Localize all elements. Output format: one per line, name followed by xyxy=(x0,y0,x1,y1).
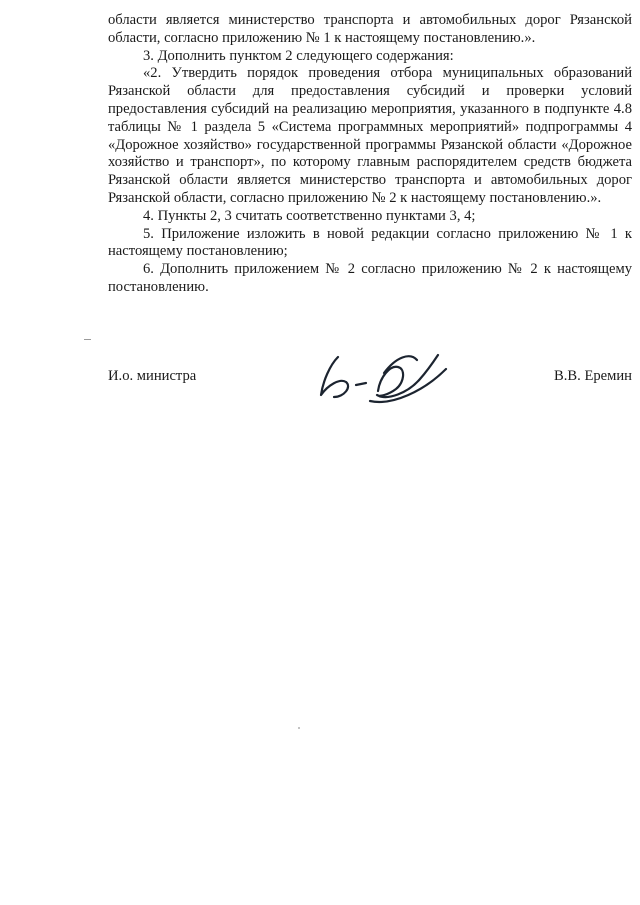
document-body xyxy=(108,12,632,297)
paragraph-item-6: 6. Дополнить приложением № 2 согласно приложению № 2 к настоящему постановлению. xyxy=(108,261,632,295)
paragraph-continuation: области является министерство транспорта и автомобильных дорог Рязанской области, согласно приложению № 1 к настоящему постановлению.». xyxy=(108,12,632,46)
scan-artifact-dot xyxy=(298,727,300,729)
paragraph-item-4: 4. Пункты 2, 3 считать соответственно пунктами 3, 4; xyxy=(143,207,476,224)
scan-artifact-dash xyxy=(84,339,91,340)
signer-name: В.В. Еремин xyxy=(554,368,632,384)
paragraph-item-3: 3. Дополнить пунктом 2 следующего содержания: xyxy=(143,47,454,64)
paragraph-quoted-item-2: «2. Утвердить порядок проведения отбора муниципальных образований Рязанской области для предоставления субсидий и проверки условий предоставления субсидий на реализацию мероприятия, указанного в подпункте 4.8 таблицы № 1 раздела 5 «Система программных мероприятий» подпрограммы 4 «Дорожное хозяйство» государственной программы Рязанской области «Дорожное хозяйство и транспорт», по которому главным распорядителем средств бюджета Рязанской области является министерство транспорта и автомобильных дорог Рязанской области, согласно приложению № 2 к настоящему постановлению.». xyxy=(108,65,632,206)
paragraph-item-5: 5. Приложение изложить в новой редакции согласно приложению № 1 к настоящему постановлению; xyxy=(108,225,632,260)
signer-title: И.о. министра xyxy=(108,368,197,384)
handwritten-signature-icon xyxy=(300,344,460,416)
